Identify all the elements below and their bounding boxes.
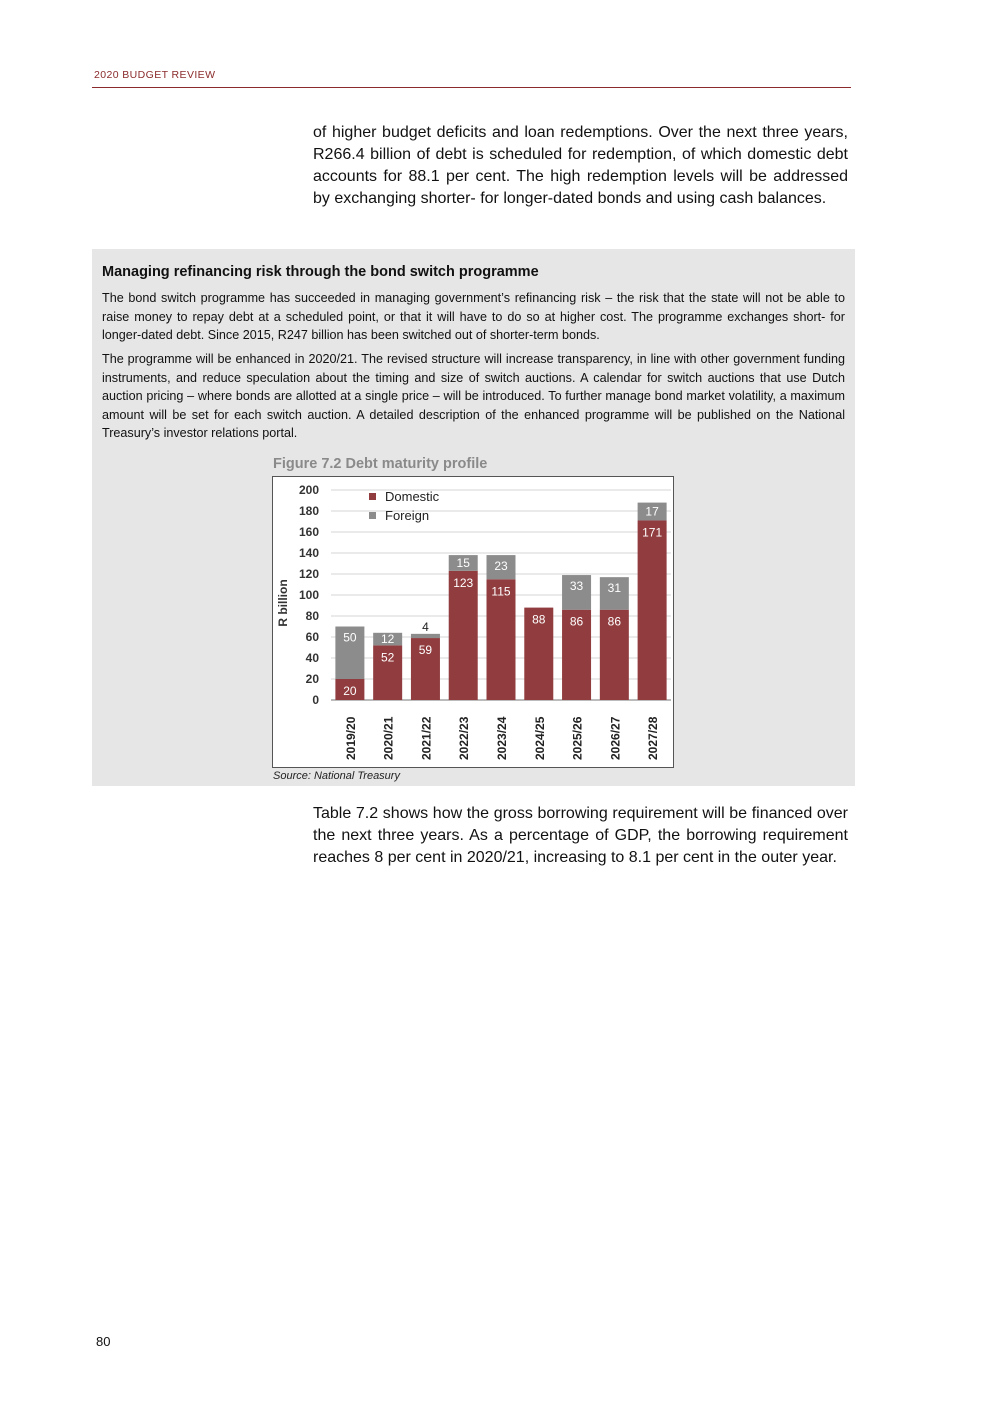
x-tick-label: 2027/28 (646, 716, 661, 760)
data-label-foreign: 33 (569, 579, 584, 594)
closing-paragraph: Table 7.2 shows how the gross borrowing requirement will be financed over the next three years. As a percentage of GDP, the borrowing requirement reaches 8 per cent in 2020/21, increasing to 8.1 per cent in the outer year. (313, 805, 848, 866)
info-box (92, 249, 855, 786)
data-label-foreign: 50 (343, 630, 357, 645)
x-tick-label: 2024/25 (532, 716, 547, 760)
data-label-domestic: 123 (453, 575, 474, 590)
data-label-foreign: 31 (607, 581, 622, 596)
data-label-domestic: 115 (491, 584, 511, 599)
data-label-domestic: 52 (380, 650, 395, 665)
data-label-foreign: 15 (456, 555, 470, 570)
legend-label: Foreign (385, 508, 430, 523)
y-tick-label: 200 (298, 483, 319, 497)
x-tick-label: 2019/20 (343, 716, 358, 760)
data-label-domestic: 171 (642, 525, 663, 540)
data-label-domestic: 88 (532, 612, 546, 627)
figure-title: Figure 7.2 Debt maturity profile (273, 456, 488, 472)
bar-domestic (449, 571, 478, 700)
intro-paragraph: of higher budget deficits and loan redemptions. Over the next three years, R266.4 billion of debt is scheduled for redemption, of which domestic debt accounts for 88.1 per cent. The high redemption levels will be addressed by exchanging shorter- for longer-dated bonds and using cash balances. (313, 124, 848, 207)
data-label-domestic: 86 (569, 614, 584, 629)
legend-swatch (369, 493, 376, 500)
x-tick-label: 2025/26 (570, 716, 585, 760)
y-tick-label: 80 (305, 609, 319, 623)
x-tick-label: 2020/21 (381, 716, 396, 760)
x-tick-label: 2026/27 (608, 716, 623, 760)
data-label-foreign: 4 (422, 619, 429, 634)
y-tick-label: 180 (298, 504, 319, 518)
x-tick-label: 2021/22 (419, 716, 434, 760)
y-tick-label: 0 (312, 693, 319, 707)
y-tick-label: 60 (305, 630, 319, 644)
y-tick-label: 120 (298, 567, 319, 581)
y-tick-label: 160 (298, 525, 319, 539)
y-tick-label: 100 (298, 588, 319, 602)
data-label-foreign: 23 (494, 559, 508, 574)
bar-domestic (638, 520, 667, 700)
box-paragraph-1: The bond switch programme has succeeded in managing government’s refinancing risk – the risk that the state will not be able to raise money to repay debt at a scheduled point, or that it will have to do so at higher cost. The programme exchanges short- for longer-dated debt. Since 2015, R247 billion has been switched out of shorter-term bonds. (102, 291, 845, 343)
bar-foreign (411, 634, 440, 638)
box-paragraph-2: The programme will be enhanced in 2020/21. The revised structure will increase transparency, in line with other government funding instruments, and reduce speculation about the timing and size of switch auctions. A calendar for switch auctions that use Dutch auction pricing – where bonds are allotted at a single price – will be introduced. To further manage bond market volatility, a maximum amount will be set for each switch auction. A detailed description of the enhanced programme will be published on the National Treasury’s investor relations portal. (102, 352, 845, 441)
data-label-foreign: 12 (380, 632, 395, 647)
running-header: 2020 BUDGET REVIEW (94, 69, 216, 81)
data-label-foreign: 17 (645, 504, 659, 519)
figure-source: Source: National Treasury (273, 770, 400, 782)
y-tick-label: 40 (305, 651, 319, 665)
y-tick-label: 20 (305, 672, 319, 686)
legend-label: Domestic (385, 489, 440, 504)
box-title: Managing refinancing risk through the bond switch programme (102, 264, 539, 280)
legend-swatch (369, 512, 376, 519)
data-label-domestic: 20 (343, 684, 357, 698)
x-tick-label: 2023/24 (495, 716, 509, 760)
x-tick-label: 2022/23 (457, 716, 472, 760)
header-rule (92, 87, 851, 88)
debt-maturity-chart (272, 476, 674, 768)
y-axis-label: R billion (276, 579, 290, 627)
y-tick-label: 140 (298, 546, 319, 560)
page-number: 80 (96, 1334, 111, 1349)
data-label-domestic: 86 (607, 614, 622, 629)
data-label-domestic: 59 (418, 643, 433, 658)
chart-svg (273, 477, 673, 767)
